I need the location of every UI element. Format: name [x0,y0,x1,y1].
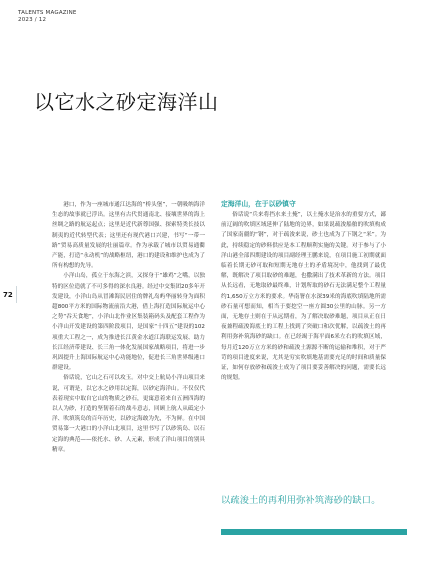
pull-quote: 以疏浚土的再利用弥补筑海砂的缺口。 [221,495,381,506]
paragraph: 俗话说，它山之石可以攻玉。对中交上航局小洋山项目来说，可谓是，以它水之砂用以定海，以砂定海洋山。不仅仅代表着现实中取自它山的物质之砂石，更寓意着来自五洲四海的以人为砂，打造的坚韧着石的战斗意志，回顾上航人从砥定小洋、吹填筑岛的百年历史，以砂定海敢为先，不为鲜。在中国贸易第一大港口的小洋山北项目，这里书写了以砂筑岛、以石定海的典范——依托水、砂、人元素，形成了洋山项目的别具精章。 [52,375,205,453]
pull-quote-rule [221,529,407,535]
paragraph: 小洋山岛，孤立于东海之滨，又探身于“雄鸡”之嘴，以独特的区位造就了不可多得的深水良港。经过中交集团20多年开发建设，小洋山岛从冒滩海民居住的牌礼岛屿华丽转身为面积超800平方米的国际物流前沿大港，借上海打造国际航运中心之势“吞天食地”，小洋山北作业区集装箱码头及配套工程作为小洋山开发建设的第四阶段项目，是国家“十四五”建设的102项重大工程之一，成为推进长江黄金水道江海联运发展、助力长江经济带建设、长三角一体化发展国家战略项目，将进一步巩固提升上海国际航运中心功能地位，促进长三角世界级港口群建设。 [52,273,205,372]
paragraph: 俗话说“兵来将挡水来土掩”，以土掩水是治水的重要方式，鄙前辽阔的吹填区域延伸了陆地的边界，如果说疏浚船舶的吹填构成了国家南疆的“钢”，对于疏浚来说，砂土也成为了下钢之“米”。为此，持续稳定的砂料供应是本工程顺利实施的关键。对于参与了小洋山港全部四期建设的项目副经理王鹏来说，在项目施工初期就面临着长期无砂可取和短期无地存土的矛盾境况中，他找到了最优解，既解决了项目取砂的难题，也撒满出了技术革新的方法。项目从长远看，无地取砂最终难，计划所取的砂石无法满足整个工程量约1,650万立方米的要求。华南署在水深39米的海底吹填陆地所需砂石量可想而知，相当于要挖空一座方圆30公里的山脉。另一方面，无地存土则在于从远期看，为了解决取砂难题，项目从正在日夜兼程疏浚海底土的工程上找到了突破口和次优解，以疏浚土的再利用弥补筑海砂的缺口。在已经竭于海平面6米左右的吹填区域，每月近120万立方米的砂和疏浚土源源不断的运输和堆积，对于严苛的项目进度来说，尤其是穷实吹填地基需要充足的时间和质量保证，如何存放砂和疏浚土成为了项目要妥善解决的问题，需要长远的规划。 [221,212,386,382]
left-column [52,200,205,455]
right-column [221,210,386,383]
section-subhead: 定海洋山，在于以砂镇守 [221,200,296,208]
issue-date: 2023 / 12 [18,17,47,23]
masthead [18,10,77,24]
magazine-name: TALENTS MAGAZINE [18,10,77,16]
page-number: 72 [0,286,17,303]
paragraph: 港口，作为一座城市通江达海的“桥头堡”，一朝吸纳海洋生态的故事就已浮出。这里有古代贯通南北、接壤世界的海上丝绸之路的航运起点；这里是近代新尊国强、探索特类长技以制夷的近代转型代表；这里还有现代港口兴建，书写“一带一路”贸易高质量发展的壮丽篇章。作为承载了城市以贸易通衢产能，打造“永动机”的战略枢纽，港口的建设和维护也成为了所有构想的先导。 [52,202,205,270]
page-title: 以它水之砂定海洋山 [34,90,219,114]
